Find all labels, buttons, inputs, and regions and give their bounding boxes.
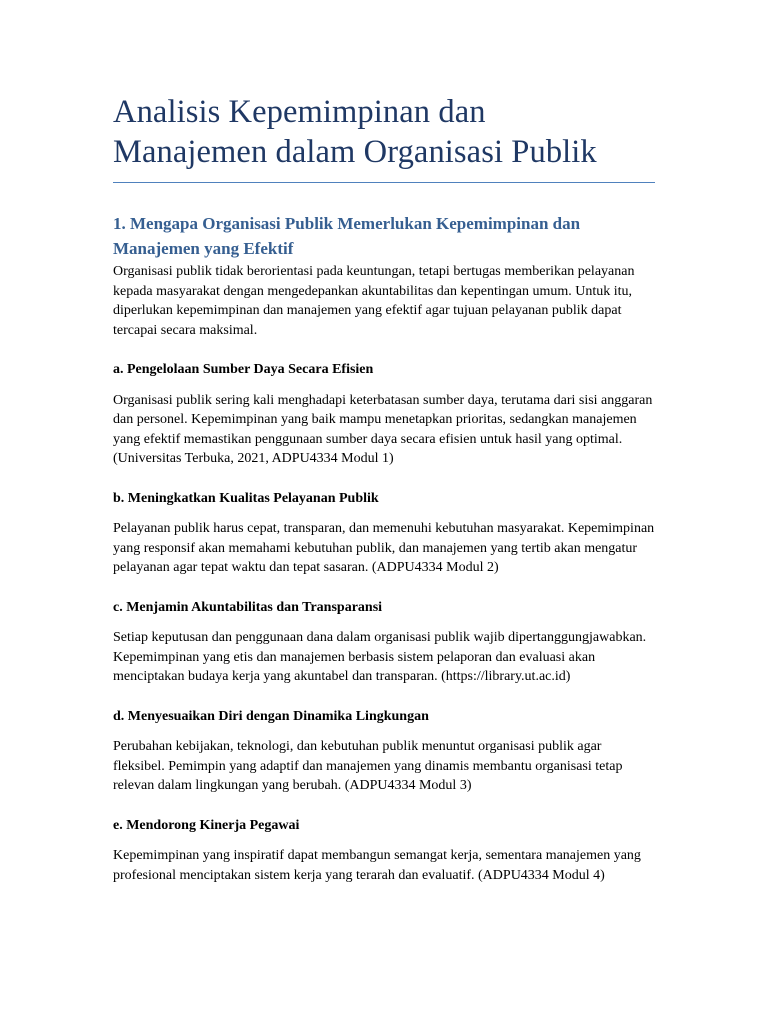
- section-heading: 1. Mengapa Organisasi Publik Memerlukan Kepemimpinan dan Manajemen yang Efektif: [113, 214, 581, 258]
- section-intro-paragraph: Organisasi publik tidak berorientasi pada keuntungan, tetapi bertugas memberikan pelayanan kepada masyarakat dengan mengedepankan akuntabilitas dan kepentingan umum. Untuk itu, diperlukan kepemimpinan dan manajemen yang efektif agar tujuan pelayanan publik dapat tercapai secara maksimal.: [113, 264, 635, 338]
- subsection-heading-b: b. Meningkatkan Kualitas Pelayanan Publik: [113, 490, 379, 506]
- document-page: [113, 92, 655, 885]
- document-title-line2: Manajemen dalam Organisasi Publik: [113, 134, 597, 170]
- subsection-paragraph-c: Setiap keputusan dan penggunaan dana dalam organisasi publik wajib dipertanggungjawabkan. Kepemimpinan yang etis dan manajemen berbasis sistem pelaporan dan evaluasi akan menciptakan budaya kerja yang akuntabel dan transparan. (https://library.ut.ac.id): [113, 630, 647, 684]
- document-title: [113, 92, 655, 172]
- subsection-paragraph-d: Perubahan kebijakan, teknologi, dan kebutuhan publik menuntut organisasi publik agar fleksibel. Pemimpin yang adaptif dan manajemen yang dinamis membantu organisasi tetap relevan dalam lingkungan yang berubah. (ADPU4334 Modul 3): [113, 739, 623, 793]
- title-divider: [113, 182, 655, 183]
- subsection-heading-d: d. Menyesuaikan Diri dengan Dinamika Lingkungan: [113, 708, 429, 724]
- subsection-heading-a: a. Pengelolaan Sumber Daya Secara Efisien: [113, 362, 374, 377]
- subsection-paragraph-b: Pelayanan publik harus cepat, transparan, dan memenuhi kebutuhan masyarakat. Kepemimpinan yang responsif akan memahami kebutuhan publik, dan manajemen yang tertib akan mengatur pelayanan agar tepat waktu dan tepat sasaran. (ADPU4334 Modul 2): [113, 521, 655, 575]
- document-title-line1: Analisis Kepemimpinan dan: [113, 94, 486, 130]
- subsection-paragraph-e: Kepemimpinan yang inspiratif dapat membangun semangat kerja, sementara manajemen yang profesional menciptakan sistem kerja yang terarah dan evaluatif. (ADPU4334 Modul 4): [113, 848, 641, 883]
- subsection-heading-c: c. Menjamin Akuntabilitas dan Transparansi: [113, 599, 383, 615]
- subsection-paragraph-a: Organisasi publik sering kali menghadapi keterbatasan sumber daya, terutama dari sisi anggaran dan personel. Kepemimpinan yang baik mampu menetapkan prioritas, sedangkan manajemen yang efektif memastikan penggunaan sumber daya secara efisien untuk hasil yang optimal. (Universitas Terbuka, 2021, ADPU4334 Modul 1): [113, 392, 653, 466]
- subsection-heading-e: e. Mendorong Kinerja Pegawai: [113, 817, 300, 833]
